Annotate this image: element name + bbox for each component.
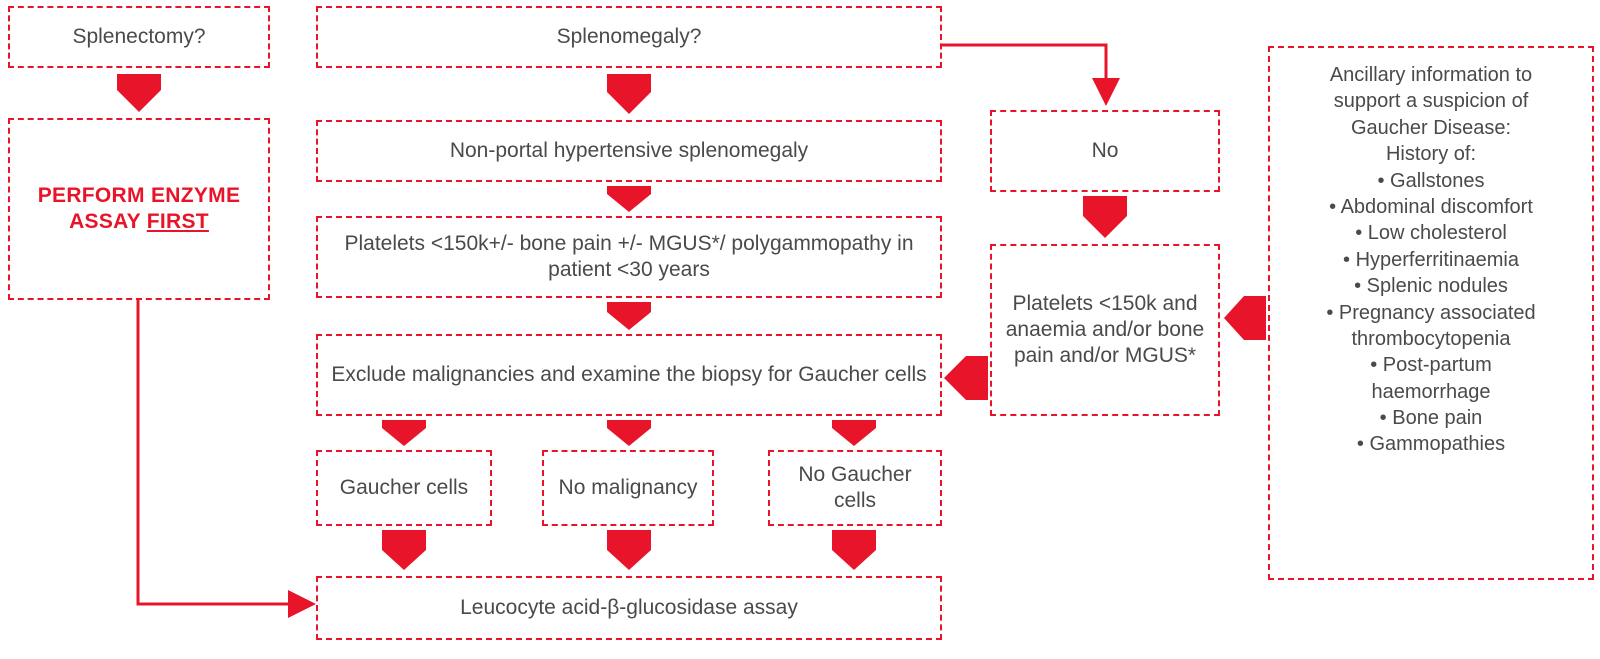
arrow-non-portal-to-platelets — [603, 186, 655, 214]
node-no-gaucher-cells — [768, 450, 942, 526]
ancillary-item: • Splenic nodules — [1354, 275, 1508, 298]
node-splenectomy — [8, 6, 270, 68]
ancillary-content — [1280, 62, 1582, 458]
node-no-malignancy-label: No malignancy — [558, 475, 698, 499]
node-perform-enzyme-assay — [8, 118, 270, 300]
node-gaucher-cells — [316, 450, 492, 526]
arrow-platelets-anaemia-to-exclude — [944, 352, 990, 404]
arrow-splenomegaly-to-non-portal — [603, 74, 655, 116]
node-non-portal-splenomegaly — [316, 120, 942, 182]
arrow-exclude-to-gaucher-cells — [378, 420, 430, 448]
node-leucocyte-assay — [316, 576, 942, 640]
node-splenectomy-label: Splenectomy? — [72, 24, 206, 48]
arrow-splenectomy-to-enzyme-assay — [113, 74, 165, 114]
node-no-gaucher-cells-label: No Gaucher cells — [798, 462, 912, 512]
arrow-ancillary-to-platelets-anaemia — [1224, 292, 1268, 344]
node-perform-enzyme-assay-label — [20, 183, 258, 236]
arrow-exclude-to-no-malignancy — [603, 420, 655, 448]
arrow-no-gaucher-cells-to-assay — [828, 530, 880, 572]
ancillary-heading-4: History of: — [1385, 143, 1477, 166]
node-splenomegaly — [316, 6, 942, 68]
node-ancillary-information — [1268, 46, 1594, 580]
ancillary-item: • Gallstones — [1377, 169, 1485, 192]
node-no-label: No — [1091, 138, 1119, 162]
ancillary-item: • Pregnancy associated — [1326, 301, 1536, 324]
node-platelets-anaemia-label: Platelets <150k and anaemia and/or bone pain and/or MGUS* — [1005, 291, 1205, 368]
perform-enzyme-assay-underline-text: FIRST — [146, 210, 209, 233]
ancillary-item: • Hyperferritinaemia — [1343, 248, 1519, 271]
ancillary-heading-1: Ancillary information to — [1329, 64, 1533, 86]
node-exclude-malignancies-label: Exclude malignancies and examine the biopsy for Gaucher cells — [331, 362, 927, 386]
node-no — [990, 110, 1220, 192]
ancillary-item: thrombocytopenia — [1351, 327, 1511, 350]
node-gaucher-cells-label: Gaucher cells — [339, 475, 469, 499]
ancillary-item: • Post-partum — [1370, 354, 1492, 377]
node-exclude-malignancies — [316, 334, 942, 416]
ancillary-item: • Abdominal discomfort — [1329, 195, 1533, 218]
node-splenomegaly-label: Splenomegaly? — [556, 24, 702, 48]
ancillary-heading-3: Gaucher Disease: — [1350, 116, 1512, 139]
arrow-splenomegaly-to-no — [940, 36, 1130, 116]
ancillary-item: • Low cholesterol — [1355, 222, 1507, 245]
node-leucocyte-assay-label: Leucocyte acid-β-glucosidase assay — [460, 595, 798, 619]
arrow-enzyme-assay-to-leucocyte-assay — [130, 298, 326, 612]
node-platelets-mgus — [316, 216, 942, 298]
arrow-exclude-to-no-gaucher-cells — [828, 420, 880, 448]
arrow-no-to-platelets-anaemia — [1079, 196, 1131, 240]
ancillary-item: • Gammopathies — [1356, 433, 1506, 456]
ancillary-item: • Bone pain — [1379, 407, 1483, 430]
ancillary-heading-2: support a suspicion of — [1333, 90, 1529, 113]
node-platelets-mgus-label: Platelets <150k+/- bone pain +/- MGUS*/ polygammopathy in patient <30 years — [344, 231, 914, 281]
node-platelets-anaemia — [990, 244, 1220, 416]
node-non-portal-splenomegaly-label: Non-portal hypertensive splenomegaly — [449, 138, 809, 162]
ancillary-item: haemorrhage — [1371, 380, 1491, 403]
arrow-platelets-to-exclude — [603, 302, 655, 332]
arrow-no-malignancy-to-assay — [603, 530, 655, 572]
node-no-malignancy — [542, 450, 714, 526]
perform-enzyme-assay-text: PERFORM ENZYME ASSAY — [37, 183, 241, 233]
arrow-gaucher-cells-to-assay — [378, 530, 430, 572]
